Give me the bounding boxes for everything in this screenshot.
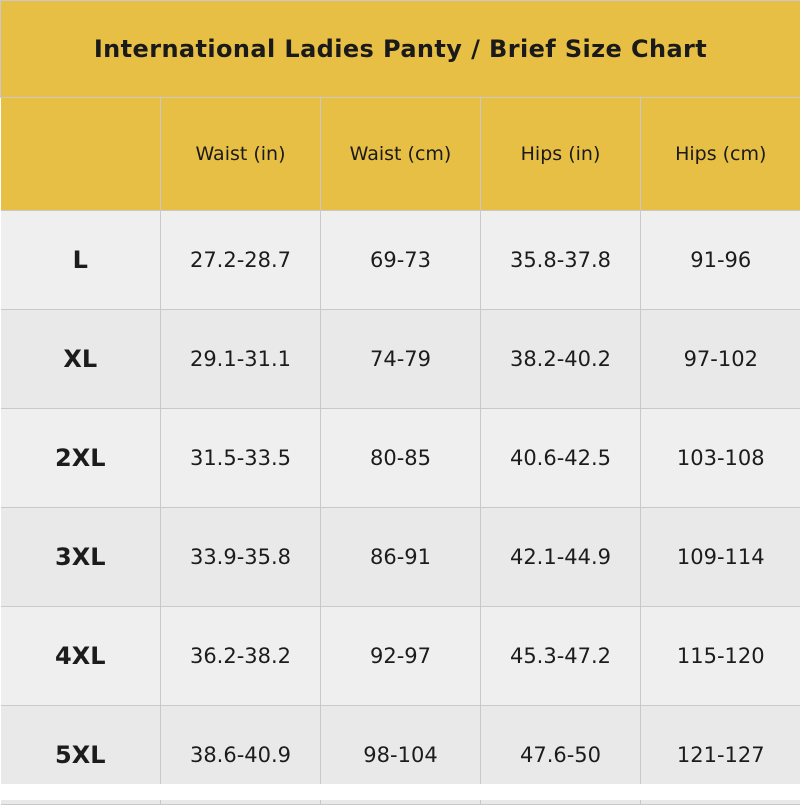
cell-waist-in: 29.1-31.1 [161,310,321,409]
table-row [1,409,800,508]
cell-waist-in: 31.5-33.5 [161,409,321,508]
cell-hips-cm: 109-114 [641,508,800,607]
cell-waist-cm: 86-91 [321,508,481,607]
table-row [1,607,800,706]
cell-hips-in: 42.1-44.9 [481,508,641,607]
cell-hips-cm: 91-96 [641,211,800,310]
table-header-row [1,98,800,211]
cell-waist-cm: 92-97 [321,607,481,706]
cell-size: 5XL [1,706,161,805]
header-cell-waist-cm: Waist (cm) [321,98,481,211]
table-row [1,310,800,409]
table-row [1,508,800,607]
cell-size: XL [1,310,161,409]
cell-hips-cm: 121-127 [641,706,800,805]
cell-hips-in: 47.6-50 [481,706,641,805]
cell-hips-in: 38.2-40.2 [481,310,641,409]
cell-hips-in: 40.6-42.5 [481,409,641,508]
cell-size: 2XL [1,409,161,508]
cell-hips-cm: 115-120 [641,607,800,706]
cell-waist-cm: 98-104 [321,706,481,805]
bottom-margin [0,784,800,800]
cell-size: 3XL [1,508,161,607]
cell-waist-cm: 80-85 [321,409,481,508]
chart-title-cell [1,1,800,98]
cell-hips-in: 35.8-37.8 [481,211,641,310]
table-row [1,211,800,310]
cell-size: 4XL [1,607,161,706]
page-title: International Ladies Panty / Brief Size Chart [1,35,800,64]
cell-waist-in: 36.2-38.2 [161,607,321,706]
header-cell-hips-cm: Hips (cm) [641,98,800,211]
chart-title-row [1,1,800,98]
cell-waist-in: 38.6-40.9 [161,706,321,805]
cell-waist-in: 33.9-35.8 [161,508,321,607]
header-cell-hips-in: Hips (in) [481,98,641,211]
header-cell-size [1,98,161,211]
cell-hips-in: 45.3-47.2 [481,607,641,706]
cell-waist-cm: 74-79 [321,310,481,409]
cell-waist-in: 27.2-28.7 [161,211,321,310]
cell-hips-cm: 97-102 [641,310,800,409]
cell-waist-cm: 69-73 [321,211,481,310]
cell-size: L [1,211,161,310]
cell-hips-cm: 103-108 [641,409,800,508]
header-cell-waist-in: Waist (in) [161,98,321,211]
